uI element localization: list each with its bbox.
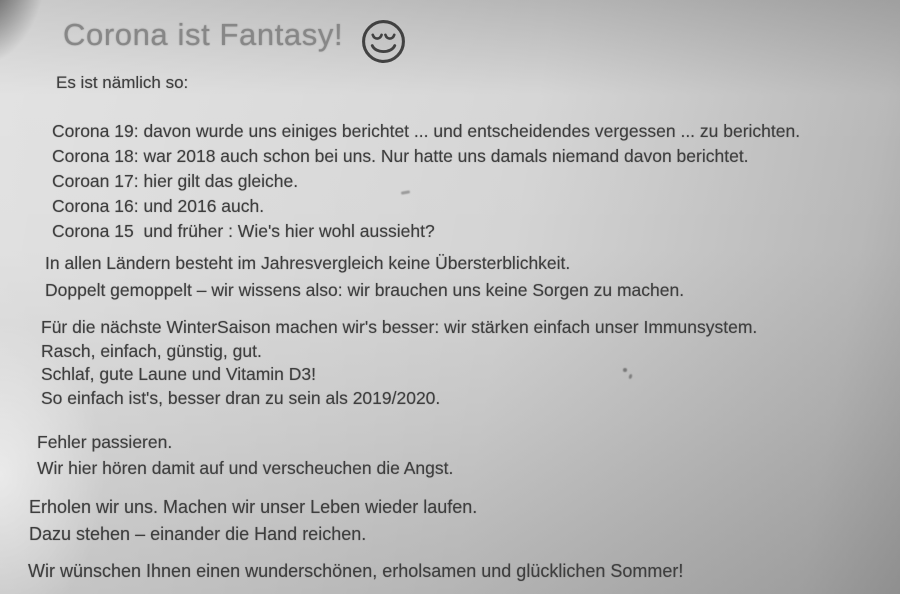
- paragraph-wintersaison: [41, 316, 757, 410]
- document-title: Corona ist Fantasy!: [63, 17, 344, 52]
- text-line: So einfach ist's, besser dran zu sein als 2019/2020.: [41, 387, 441, 408]
- paragraph-corona-years: [52, 119, 800, 244]
- text-line: Coroan 17: hier gilt das gleiche.: [52, 171, 299, 191]
- text-line: Corona 16: und 2016 auch.: [52, 196, 265, 216]
- text-line: Dazu stehen – einander die Hand reichen.: [29, 523, 367, 544]
- text-line: Rasch, einfach, günstig, gut.: [41, 340, 262, 361]
- text-line: Erholen wir uns. Machen wir unser Leben wieder laufen.: [29, 497, 478, 517]
- text-line: Doppelt gemoppelt – wir wissens also: wir brauchen uns keine Sorgen zu machen.: [45, 280, 685, 300]
- paragraph-closing: [28, 561, 683, 582]
- text-line: In allen Ländern besteht im Jahresvergleich keine Übersterblichkeit.: [45, 253, 571, 273]
- smiling-face-emoji-icon: [360, 18, 407, 65]
- paragraph-erholen: [29, 494, 477, 547]
- text-line: Corona 15 und früher : Wie's hier wohl aussieht?: [52, 221, 435, 241]
- intro-line: Es ist nämlich so:: [56, 73, 189, 92]
- paragraph-uebersterblichkeit: [45, 250, 684, 304]
- text-line: Wir hier hören damit auf und verscheuchen die Angst.: [37, 458, 454, 478]
- text-line: Corona 18: war 2018 auch schon bei uns. Nur hatte uns damals niemand davon berichtet.: [52, 146, 749, 166]
- text-line: Für die nächste WinterSaison machen wir's besser: wir stärken einfach unser Immunsystem.: [41, 317, 758, 337]
- text-line: Wir wünschen Ihnen einen wunderschönen, erholsamen und glücklichen Sommer!: [28, 561, 684, 581]
- text-line: Schlaf, gute Laune und Vitamin D3!: [41, 364, 317, 384]
- photo-speck: [623, 368, 627, 372]
- paragraph-fehler: [37, 429, 453, 481]
- text-line: Corona 19: davon wurde uns einiges berichtet ... und entscheidendes vergessen ... zu berichten.: [52, 121, 801, 141]
- text-line: Fehler passieren.: [37, 432, 173, 452]
